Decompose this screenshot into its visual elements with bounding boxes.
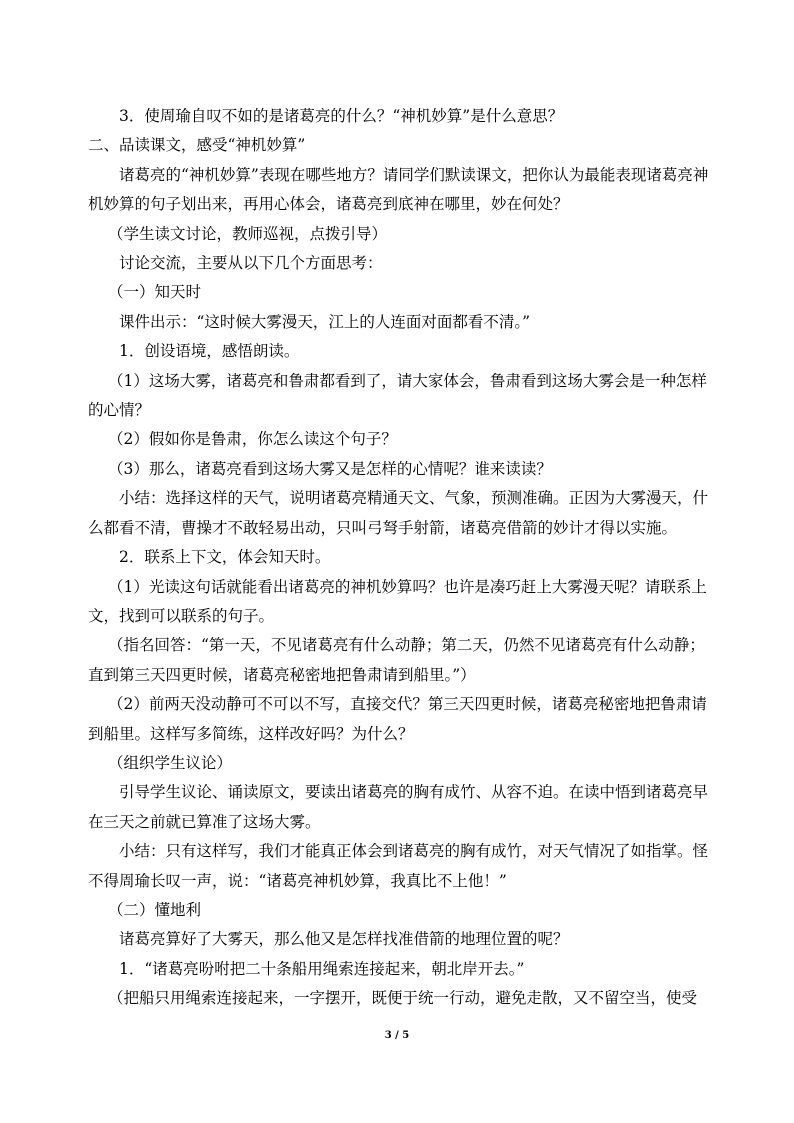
paragraph-step-1: 1．创设语境，感悟朗读。 — [119, 342, 300, 361]
page-number: 3 / 5 — [384, 1030, 410, 1041]
document-body — [88, 102, 712, 1014]
paragraph-note-reading: （学生读文讨论，教师巡视，点拨引导） — [108, 224, 388, 243]
paragraph-item-2-1: （1）光读这句话就能看出诸葛亮的神机妙算吗？也许是凑巧赶上大雾漫天呢？请联系上文，找到可以联系的句子。 — [88, 577, 707, 625]
paragraph-dili-explain: （把船只用绳索连接起来，一字摆开，既便于统一行动，避免走散，又不留空当，使受 — [108, 989, 698, 1008]
paragraph-guidance: 引导学生议论、诵读原文，要读出诸葛亮的胸有成竹、从容不迫。在读中悟到诸葛亮早在三天之前就已算准了这场大雾。 — [88, 783, 709, 831]
section-heading-2: 二、品读课文，感受“神机妙算” — [88, 136, 306, 155]
paragraph-item-3: （3）那么，诸葛亮看到这场大雾又是怎样的心情呢？谁来读读？ — [108, 459, 552, 478]
paragraph-dili-quote: 1．“诸葛亮吩咐把二十条船用绳索连接起来，朝北岸开去。” — [119, 959, 525, 978]
subheading-dili: （二）懂地利 — [108, 900, 202, 919]
paragraph-step-2: 2．联系上下文，体会知天时。 — [119, 548, 331, 567]
paragraph-item-2: （2）假如你是鲁肃，你怎么读这个句子？ — [108, 430, 397, 449]
paragraph-answer: （指名回答：“第一天，不见诸葛亮有什么动静；第二天，仍然不见诸葛亮有什么动静；直到第三天四更时候，诸葛亮秘密地把鲁肃请到船里。”） — [88, 636, 705, 684]
paragraph-summary-2: 小结：只有这样写，我们才能真正体会到诸葛亮的胸有成竹，对天气情况了如指掌。怪不得周瑜长叹一声，说：“诸葛亮神机妙算，我真比不上他！” — [88, 842, 709, 890]
subheading-tianshi: （一）知天时 — [108, 283, 202, 302]
paragraph-discussion: 讨论交流，主要从以下几个方面思考： — [119, 254, 383, 273]
paragraph-item-1: （1）这场大雾，诸葛亮和鲁肃都看到了，请大家体会，鲁肃看到这场大雾会是一种怎样的心情？ — [88, 371, 707, 420]
paragraph-slide: 课件出示：“这时候大雾漫天，江上的人连面对面都看不清。” — [119, 312, 531, 331]
paragraph-intro: 诸葛亮的“神机妙算”表现在哪些地方？请同学们默读课文，把你认为最能表现诸葛亮神机妙算的句子划出来，再用心体会，诸葛亮到底神在哪里，妙在何处？ — [88, 165, 709, 214]
paragraph-note-discussion: （组织学生议论） — [108, 753, 233, 772]
paragraph-item-2-2: （2）前两天没动静可不可以不写，直接交代？第三天四更时候，诸葛亮秘密地把鲁肃请到船里。这样写多简练，这样改好吗？为什么？ — [88, 695, 707, 743]
paragraph-dili-intro: 诸葛亮算好了大雾天，那么他又是怎样找准借箭的地理位置的呢？ — [119, 930, 569, 949]
paragraph-summary-1: 小结：选择这样的天气，说明诸葛亮精通天文、气象，预测准确。正因为大雾漫天，什么都看不清，曹操才不敢轻易出动，只叫弓弩手射箭，诸葛亮借箭的妙计才得以实施。 — [88, 489, 709, 537]
paragraph-question-3: 3．使周瑜自叹不如的是诸葛亮的什么？“神机妙算”是什么意思？ — [119, 107, 564, 125]
